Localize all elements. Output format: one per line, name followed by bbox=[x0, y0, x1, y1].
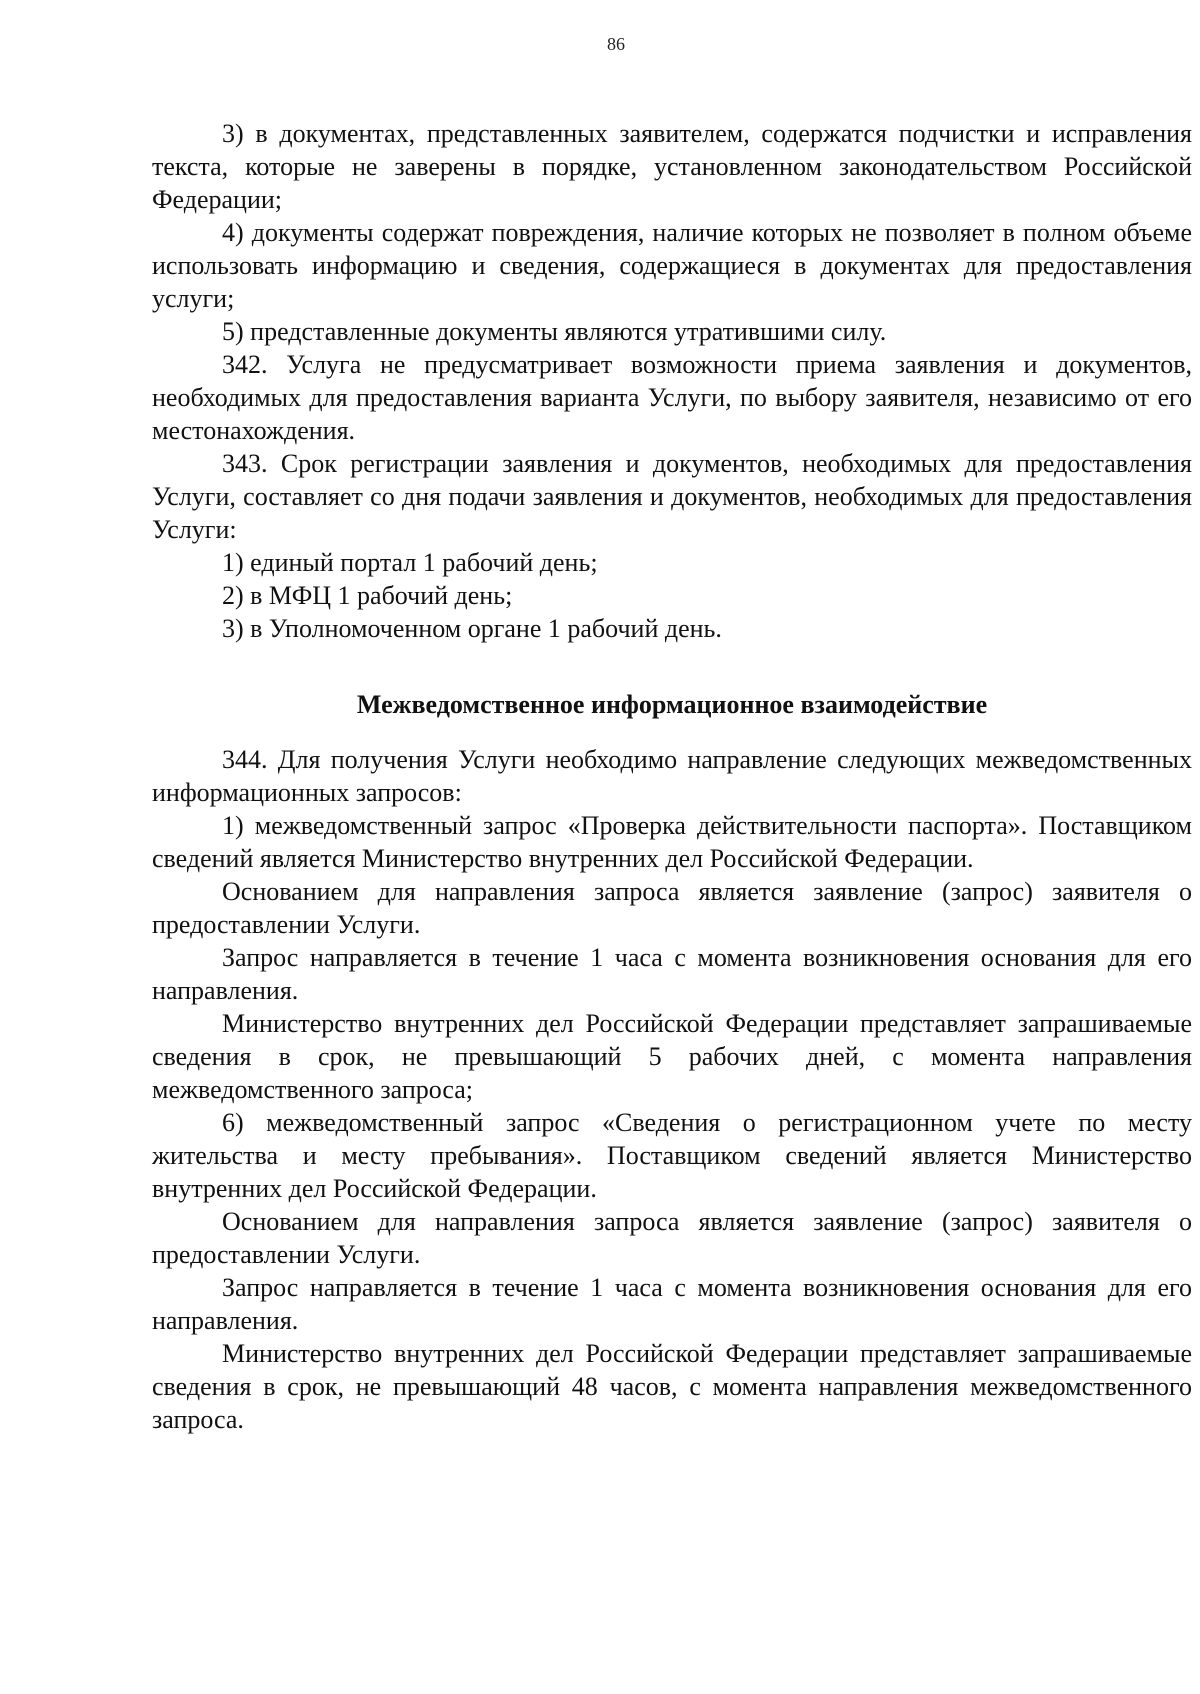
paragraph-request-6-response: Министерство внутренних дел Российской Федерации представляет запрашиваемые сведения в срок, не превышающий 48 часов, с момента направления межведомственного запроса. bbox=[152, 1339, 1192, 1434]
paragraph-request-1-timing: Запрос направляется в течение 1 часа с момента возникновения основания для его направления. bbox=[152, 943, 1192, 1005]
paragraph-clause-344: 344. Для получения Услуги необходимо направление следующих межведомственных информационных запросов: bbox=[152, 745, 1192, 807]
paragraph-item-5-expired: 5) представленные документы являются утратившими силу. bbox=[222, 317, 887, 346]
section-heading-wrapper bbox=[152, 688, 1192, 721]
paragraph-item-3-corrections: 3) в документах, представленных заявителем, содержатся подчистки и исправления текста, которые не заверены в порядке, установленном законодательством Российской Федерации; bbox=[152, 119, 1192, 214]
paragraph-clause-342: 342. Услуга не предусматривает возможности приема заявления и документов, необходимых для предоставления варианта Услуги, по выбору заявителя, независимо от его местонахождения. bbox=[152, 350, 1192, 445]
paragraph-request-1: 1) межведомственный запрос «Проверка действительности паспорта». Поставщиком сведений является Министерство внутренних дел Российской Федерации. bbox=[152, 811, 1192, 873]
paragraph-item-4-damaged: 4) документы содержат повреждения, наличие которых не позволяет в полном объеме использовать информацию и сведения, содержащиеся в документах для предоставления услуги; bbox=[152, 218, 1192, 313]
list-item-clause-343-3: 3) в Уполномоченном органе 1 рабочий день. bbox=[222, 614, 722, 643]
paragraph-request-6: 6) межведомственный запрос «Сведения о регистрационном учете по месту жительства и месту пребывания». Поставщиком сведений является Министерство внутренних дел Российской Федерации. bbox=[152, 1108, 1192, 1203]
bottom-section bbox=[152, 743, 1192, 1436]
section-heading: Межведомственное информационное взаимодействие bbox=[356, 690, 988, 719]
list-item-clause-343-1: 1) единый портал 1 рабочий день; bbox=[222, 548, 598, 577]
paragraph-request-1-response: Министерство внутренних дел Российской Федерации представляет запрашиваемые сведения в срок, не превышающий 5 рабочих дней, с момента направления межведомственного запроса; bbox=[152, 1009, 1192, 1104]
page-number: 86 bbox=[607, 34, 625, 54]
paragraph-request-1-basis: Основанием для направления запроса является заявление (запрос) заявителя о предоставлении Услуги. bbox=[152, 877, 1192, 939]
top-section bbox=[152, 117, 1192, 645]
list-item-clause-343-2: 2) в МФЦ 1 рабочий день; bbox=[222, 581, 513, 610]
paragraph-request-6-basis: Основанием для направления запроса является заявление (запрос) заявителя о предоставлении Услуги. bbox=[152, 1207, 1192, 1269]
paragraph-request-6-timing: Запрос направляется в течение 1 часа с момента возникновения основания для его направления. bbox=[152, 1273, 1192, 1335]
paragraph-clause-343: 343. Срок регистрации заявления и документов, необходимых для предоставления Услуги, составляет со дня подачи заявления и документов, необходимых для предоставления Услуги: bbox=[152, 449, 1192, 544]
